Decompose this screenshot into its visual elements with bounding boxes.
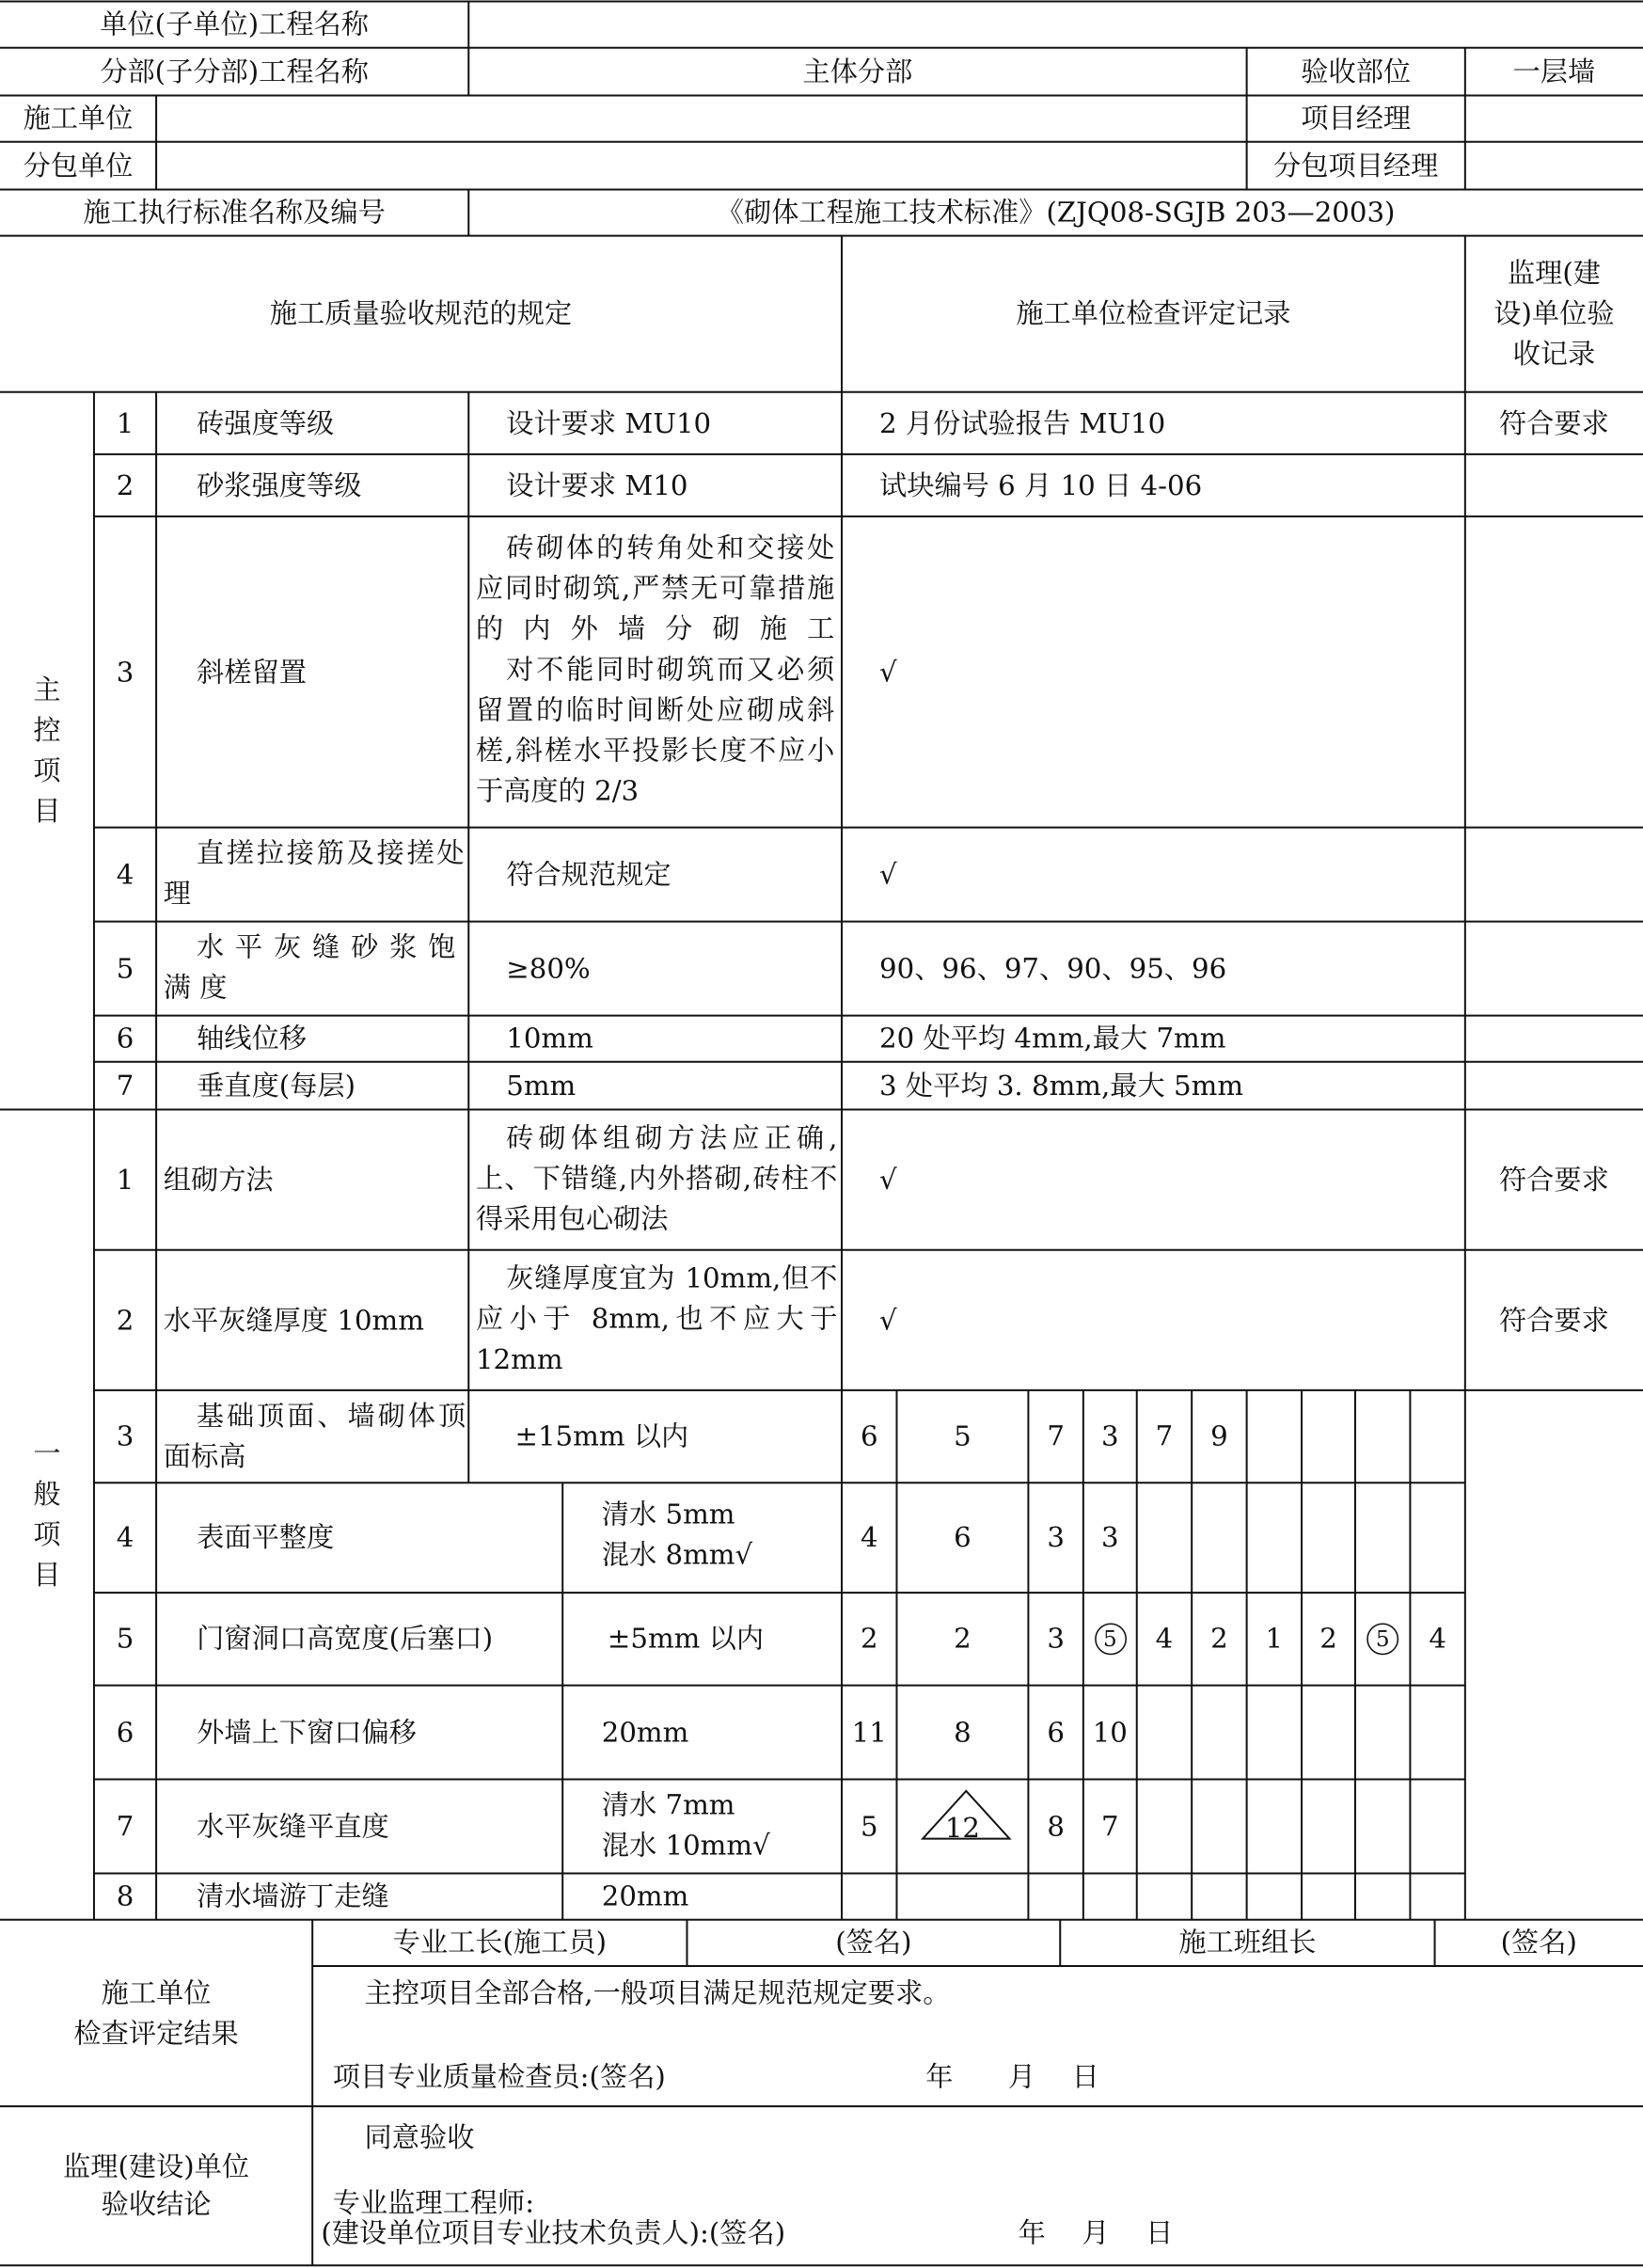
construction-result-label	[0, 1920, 312, 2106]
measurement-cell[interactable]: 7	[1101, 1810, 1119, 1843]
standard-value[interactable]: 《砌体工程施工技术标准》(ZJQ08-SGJB 203—2003)	[716, 197, 1396, 229]
main-row-number: 4	[116, 858, 134, 891]
main-row-number: 2	[116, 469, 134, 501]
foreman-label: 专业工长(施工员)	[392, 1927, 607, 1959]
spec-line: 清水 7mm	[601, 1789, 735, 1822]
measurement-cell[interactable]: 4	[1429, 1623, 1446, 1656]
main-row-spec: 设计要求 MU10	[506, 406, 712, 439]
measurement-cell[interactable]: 6	[1047, 1716, 1065, 1749]
general-row-number: 5	[116, 1623, 134, 1656]
main-items-label-char: 主	[33, 674, 61, 706]
subcontract-unit-value[interactable]	[156, 142, 1247, 190]
measurement-cell[interactable]: 4	[1155, 1623, 1174, 1656]
main-row-item: 砂浆强度等级	[197, 469, 362, 501]
main-row-result[interactable]	[1465, 922, 1643, 1016]
main-items-label-char: 控	[33, 714, 61, 747]
subcontract-manager-label: 分包项目经理	[1273, 150, 1439, 182]
general-items-label-char: 项	[33, 1518, 61, 1551]
measurement-cell[interactable]: 3	[1047, 1623, 1065, 1656]
measurement-cell[interactable]: 4	[860, 1521, 878, 1554]
construction-result-text[interactable]: 主控项目全部合格,一般项目满足规范规定要求。	[364, 1977, 951, 2010]
main-row-record[interactable]: √	[879, 858, 897, 891]
general-row-item: 水平灰缝平直度	[197, 1810, 389, 1843]
measurement-cell[interactable]: 7	[1155, 1420, 1174, 1453]
general-row-result[interactable]: 符合要求	[1498, 1164, 1609, 1197]
construction-result-label-line: 检查评定结果	[73, 2017, 239, 2050]
main-row-spec-paragraphs	[476, 524, 834, 820]
main-row-number: 7	[116, 1070, 134, 1102]
main-row-item: 直搓拉接筋及接搓处理	[163, 837, 465, 911]
general-row-item: 水平灰缝厚度 10mm	[163, 1304, 424, 1337]
general-row-spec	[602, 1785, 842, 1872]
general-row-number: 3	[116, 1420, 134, 1453]
main-row-item: 斜槎留置	[197, 656, 308, 689]
general-row-number: 1	[116, 1164, 134, 1197]
spec-line: 混水 10mm√	[601, 1830, 770, 1863]
general-row-number: 6	[116, 1716, 134, 1749]
construction-unit-value[interactable]	[156, 95, 1247, 141]
general-row-spec: ±5mm 以内	[607, 1623, 765, 1656]
measurement-cell[interactable]: 6	[860, 1420, 878, 1453]
construction-unit-label: 施工单位	[23, 103, 134, 135]
general-row-number: 8	[116, 1880, 134, 1913]
unit-project-label: 单位(子单位)工程名称	[100, 8, 370, 41]
acceptance-part-label: 验收部位	[1301, 56, 1412, 88]
measurement-cell[interactable]: 1	[1265, 1623, 1284, 1656]
subcontract-manager-value[interactable]	[1465, 142, 1643, 190]
acceptance-part-value[interactable]: 一层墙	[1512, 56, 1596, 88]
measurement-cell[interactable]: 9	[1210, 1420, 1228, 1453]
supervision-engineer-line-1: 专业监理工程师:	[332, 2187, 535, 2220]
general-row-item: 外墙上下窗口偏移	[197, 1716, 417, 1749]
general-row-spec: 20mm	[601, 1880, 689, 1913]
main-row-result[interactable]	[1465, 828, 1643, 922]
spec-paragraph: 对不能同时砌筑而又必须留置的临时间断处应砌成斜槎,斜槎水平投影长度不应小于高度的 2/3	[475, 654, 835, 808]
measurement-cell[interactable]: 2	[954, 1623, 972, 1656]
general-items-label-char: 一	[33, 1437, 61, 1470]
measurement-cell[interactable]: 11	[851, 1716, 887, 1749]
main-row-result[interactable]	[1465, 516, 1643, 828]
general-row-item: 基础顶面、墙砌体顶面标高	[163, 1400, 466, 1473]
main-row-result[interactable]	[1465, 1062, 1643, 1110]
general-row-spec: 砖砌体组砌方法应正确,上、下错缝,内外搭砌,砖柱不得采用包心砌法	[475, 1122, 838, 1236]
main-row-item: 水平灰缝砂浆饱满度	[163, 931, 465, 1005]
quality-inspector-line[interactable]: 项目专业质量检查员:(签名)	[332, 2061, 666, 2094]
supervision-conclusion-label	[0, 2106, 312, 2265]
measurement-cell[interactable]: 3	[1101, 1420, 1119, 1453]
measurement-cell[interactable]: 5	[954, 1420, 972, 1453]
measurement-cell-triangle[interactable]: 12	[944, 1812, 981, 1844]
circled-value: 5	[1094, 1623, 1126, 1655]
measurement-cell[interactable]: 2	[1210, 1623, 1228, 1656]
spec-line: 混水 8mm√	[601, 1539, 753, 1572]
general-row-spec: ±15mm 以内	[514, 1420, 689, 1453]
general-row-result[interactable]: 符合要求	[1498, 1304, 1609, 1337]
general-row-number: 2	[116, 1304, 134, 1337]
general-row-number: 4	[116, 1521, 134, 1554]
main-row-number: 3	[116, 656, 134, 689]
supervision-header-line: 设)单位验	[1493, 297, 1615, 330]
general-row-spec: 灰缝厚度宜为 10mm,但不应小于 8mm,也不应大于 12mm	[475, 1262, 838, 1376]
main-row-result[interactable]	[1465, 454, 1643, 516]
main-items-label-char: 目	[33, 795, 61, 828]
measurement-cell[interactable]: 8	[954, 1716, 972, 1749]
result-date[interactable]: 年 月 日	[925, 2061, 1099, 2094]
supervision-conclusion-label-line: 监理(建设)单位	[63, 2150, 250, 2183]
spec-paragraph: 砖砌体的转角处和交接处应同时砌筑,严禁无可靠措施的内外墙分砌施工	[475, 531, 835, 645]
project-manager-label: 项目经理	[1301, 103, 1412, 135]
general-row-item: 组砌方法	[163, 1164, 274, 1197]
general-row-record[interactable]: √	[879, 1304, 897, 1337]
measurement-cell-circled[interactable]	[1355, 1593, 1410, 1685]
main-row-record[interactable]: 试块编号 6 月 10 日 4-06	[879, 469, 1203, 501]
general-items-label-char: 般	[33, 1478, 61, 1511]
main-row-number: 6	[116, 1023, 134, 1055]
sub-project-label: 分部(子分部)工程名称	[100, 56, 370, 88]
main-row-item: 砖强度等级	[197, 406, 335, 439]
measurement-cell[interactable]: 8	[1047, 1810, 1065, 1843]
main-row-record[interactable]: 3 处平均 3. 8mm,最大 5mm	[879, 1070, 1244, 1102]
measurement-cell[interactable]: 5	[860, 1810, 878, 1843]
supervision-header-line: 收记录	[1512, 338, 1596, 371]
supervision-conclusion-text[interactable]: 同意验收	[364, 2122, 475, 2154]
main-row-spec: 设计要求 M10	[506, 469, 688, 501]
main-row-spec: ≥80%	[506, 952, 591, 985]
general-row-item: 清水墙游丁走缝	[197, 1880, 389, 1913]
main-row-number: 5	[116, 952, 134, 985]
main-items-label	[0, 392, 94, 1110]
measurement-cell[interactable]: 2	[1319, 1623, 1337, 1656]
general-row-number: 7	[116, 1810, 134, 1843]
main-row-record[interactable]: √	[879, 656, 897, 689]
general-row-spec: 20mm	[601, 1716, 689, 1749]
standard-label: 施工执行标准名称及编号	[83, 197, 386, 229]
main-items-label-char: 项	[33, 754, 61, 787]
team-leader-signature[interactable]: (签名)	[1500, 1927, 1577, 1959]
team-leader-label: 施工班组长	[1178, 1927, 1317, 1959]
main-row-record[interactable]: 20 处平均 4mm,最大 7mm	[879, 1023, 1226, 1055]
main-row-spec: 符合规范规定	[506, 858, 671, 891]
spec-line: 清水 5mm	[601, 1499, 735, 1531]
measurement-cell[interactable]: 3	[1101, 1521, 1119, 1554]
measurement-cell[interactable]: 6	[954, 1521, 972, 1554]
general-row-record[interactable]: √	[879, 1164, 897, 1197]
supervision-date[interactable]: 年 月 日	[1018, 2217, 1174, 2250]
supervision-header-line: 监理(建	[1507, 257, 1601, 290]
measurement-cell[interactable]: 10	[1092, 1716, 1128, 1749]
unit-project-value[interactable]	[468, 2, 1643, 48]
main-row-spec: 10mm	[506, 1023, 593, 1055]
general-items-label	[0, 1110, 94, 1920]
main-row-number: 1	[116, 406, 134, 439]
spec-column-header: 施工质量验收规范的规定	[269, 297, 573, 330]
measurement-cell[interactable]: 3	[1047, 1521, 1065, 1554]
foreman-signature[interactable]: (签名)	[835, 1927, 912, 1959]
main-row-record[interactable]: 90、96、97、90、95、96	[879, 952, 1227, 985]
supervision-engineer-line-2[interactable]: (建设单位项目专业技术负责人):(签名)	[321, 2217, 786, 2250]
main-row-record[interactable]: 2 月份试验报告 MU10	[879, 406, 1166, 439]
project-manager-value[interactable]	[1465, 95, 1643, 141]
main-row-spec: 5mm	[506, 1070, 577, 1102]
main-row-result[interactable]: 符合要求	[1498, 406, 1609, 439]
main-row-item: 垂直度(每层)	[197, 1070, 356, 1102]
circled-value: 5	[1367, 1623, 1398, 1655]
general-row-item: 门窗洞口高宽度(后塞口)	[197, 1623, 494, 1656]
general-row-spec	[602, 1495, 842, 1581]
sub-project-value[interactable]: 主体分部	[802, 56, 913, 88]
general-items-label-char: 目	[33, 1559, 61, 1592]
record-column-header: 施工单位检查评定记录	[1016, 297, 1291, 330]
subcontract-unit-label: 分包单位	[23, 150, 134, 182]
measurement-cell[interactable]: 7	[1047, 1420, 1065, 1453]
construction-result-label-line: 施工单位	[101, 1976, 212, 2009]
main-row-result[interactable]	[1465, 1016, 1643, 1062]
measurement-cell[interactable]: 2	[860, 1623, 878, 1656]
general-row-item: 表面平整度	[197, 1521, 335, 1554]
measurement-cell-circled[interactable]	[1083, 1593, 1137, 1685]
main-row-item: 轴线位移	[197, 1023, 308, 1055]
supervision-column-header	[1465, 236, 1643, 392]
supervision-conclusion-label-line: 验收结论	[101, 2188, 212, 2221]
